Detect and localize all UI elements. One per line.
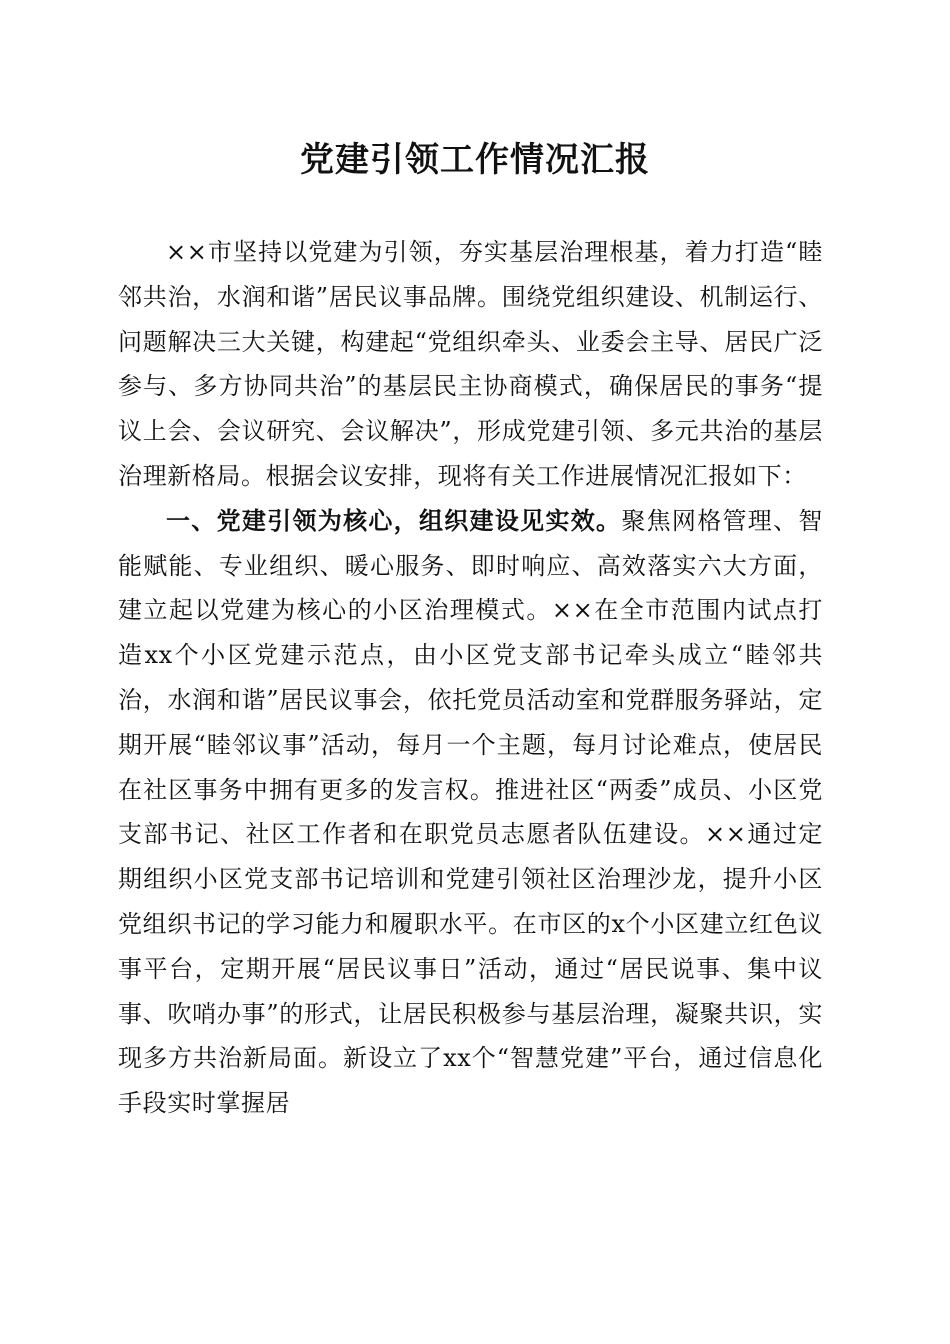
document-body xyxy=(118,230,823,1126)
intro-paragraph: ××市坚持以党建为引领，夯实基层治理根基，着力打造“睦邻共治，水润和谐”居民议事品牌。围绕党组织建设、机制运行、问题解决三大关键，构建起“党组织牵头、业委会主导、居民广泛参与、多方协同共治”的基层民主协商模式，确保居民的事务“提议上会、会议研究、会议解决”，形成党建引领、多元共治的基层治理新格局。根据会议安排，现将有关工作进展情况汇报如下： xyxy=(118,238,823,490)
page-title: 党建引领工作情况汇报 xyxy=(300,140,650,180)
section-1-heading: 一、党建引领为核心，组织建设见实效。 xyxy=(166,506,622,535)
section-1-body: 聚焦网格管理、智能赋能、专业组织、暖心服务、即时响应、高效落实六大方面，建立起以党建为核心的小区治理模式。××在全市范围内试点打造xx个小区党建示范点，由小区党支部书记牵头成立“睦邻共治，水润和谐”居民议事会，依托党员活动室和党群服务驿站，定期开展“睦邻议事”活动，每月一个主题，每月讨论难点，使居民在社区事务中拥有更多的发言权。推进社区“两委”成员、小区党支部书记、社区工作者和在职党员志愿者队伍建设。××通过定期组织小区党支部书记培训和党建引领社区治理沙龙，提升小区党组织书记的学习能力和履职水平。在市区的x个小区建立红色议事平台，定期开展“居民议事日”活动，通过“居民说事、集中议事、吹哨办事”的形式，让居民积极参与基层治理，凝聚共识，实现多方共治新局面。新设立了xx个“智慧党建”平台，通过信息化手段实时掌握居 xyxy=(118,506,823,1118)
section-1-paragraph xyxy=(118,499,823,1126)
